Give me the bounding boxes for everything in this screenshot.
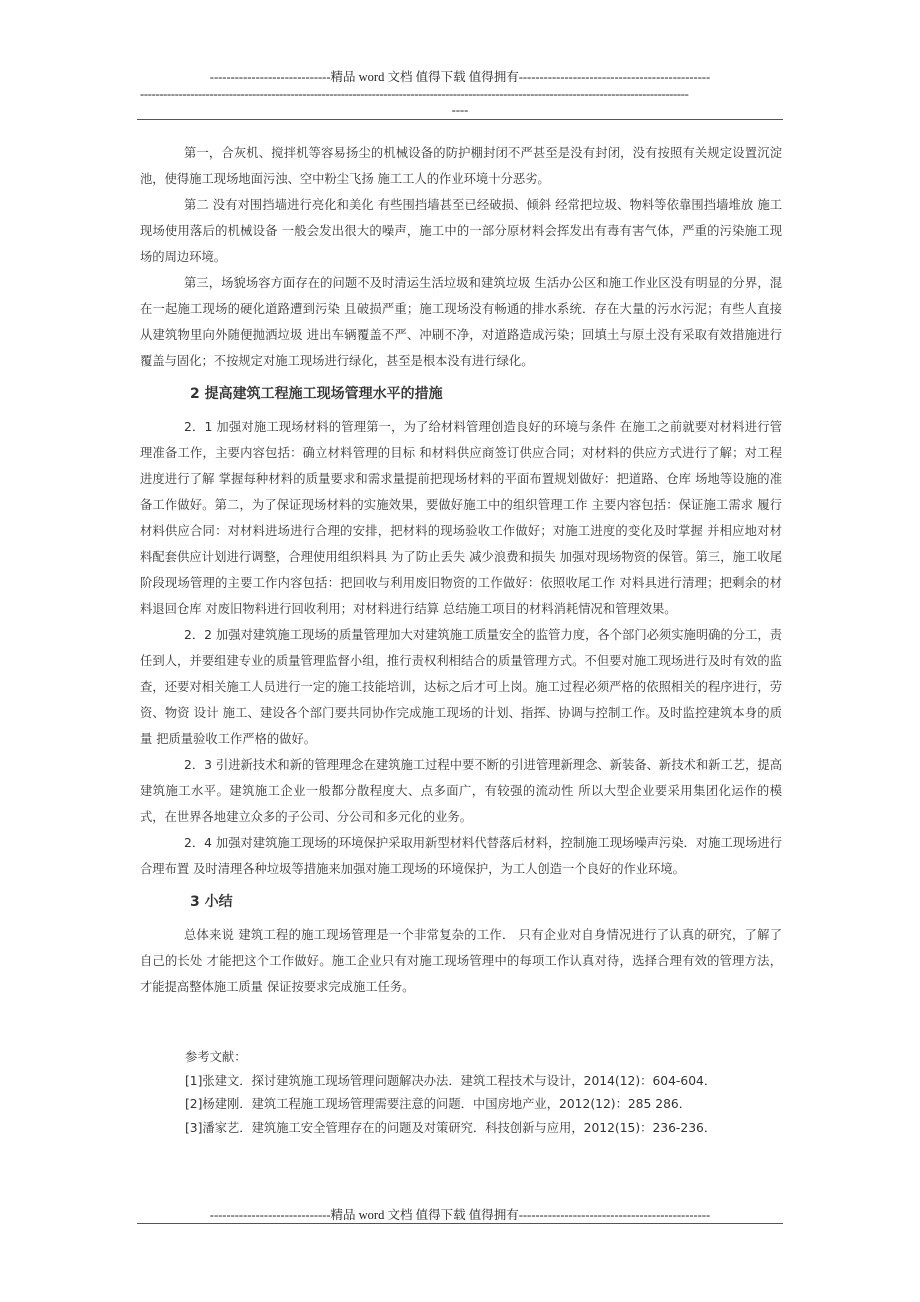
reference-item: [1]张建文．探讨建筑施工现场管理问题解决办法．建筑工程技术与设计，2014(12)：604-604．: [185, 1073, 717, 1088]
paragraph-1: 第一，合灰机、搅拌机等容易扬尘的机械设备的防护棚封闭不严甚至是没有封闭，没有按照有关规定设置沉淀池，使得施工现场地面污浊、空中粉尘飞扬 施工工人的作业环境十分恶劣。: [140, 146, 782, 186]
header-dash-tail: ----: [451, 103, 469, 117]
paragraph-2-2: 2．2 加强对建筑施工现场的质量管理加大对建筑施工质量安全的监管力度，各个部门必须实施明确的分工，责任到人，并要组建专业的质量管理监督小组，推行责权利相结合的质量管理方式。不但要对施工现场进行及时有效的监查，还要对相关施工人员进行一定的施工技能培训，达标之后才可上岗。施工过程必须严格的依照相关的程序进行，劳资、物资 设计 施工、建设各个部门要共同协作完成施工现场的计划、指挥、协调与控制工作。及时监控建筑本身的质量 把质量验收工作严格的做好。: [140, 628, 782, 746]
reference-item: [2]杨建刚．建筑工程施工现场管理需要注意的问题．中国房地产业，2012(12)：285 286．: [185, 1097, 692, 1111]
header-rule: [137, 119, 783, 120]
references: [185, 1046, 785, 1140]
paragraph-2: 第二 没有对围挡墙进行亮化和美化 有些围挡墙甚至已经破损、倾斜 经常把垃圾、物料等依靠围挡墙堆放 施工现场使用落后的机械设备 一般会发出很大的噪声，施工中的一部分原材料会挥发出有毒有害气体，严重的污染施工现场的周边环境。: [140, 198, 782, 264]
reference-item: [3]潘家艺．建筑施工安全管理存在的问题及对策研究．科技创新与应用，2012(15)：236-236．: [185, 1120, 717, 1135]
paragraph-2-4: 2．4 加强对建筑施工现场的环境保护采取用新型材料代替落后材料，控制施工现场噪声污染．对施工现场进行合理布置 及时清理各种垃圾等措施来加强对施工现场的环境保护，为工人创造一个良好的作业环境。: [140, 836, 782, 876]
paragraph-2-1: 2．1 加强对施工现场材料的管理第一，为了给材料管理创造良好的环境与条件 在施工之前就要对材料进行管理准备工作，主要内容包括：确立材料管理的目标 和材料供应商签订供应合同；对材料的供应方式进行了解；对工程进度进行了解 掌握每种材料的质量要求和需求量提前把现场材料的平面布置规划做好：把道路、仓库 场地等设施的准备工作做好。第二，为了保证现场材料的实施效果，要做好施工中的组织管理工作 主要内容包括：保证施工需求 履行材料供应合同：对材料进场进行合理的安排，把材料的现场验收工作做好；对施工进度的变化及时掌握 并相应地对材料配套供应计划进行调整，合理使用组织料具 为了防止丢失 减少浪费和损失 加强对现场物资的保管。第三，施工收尾阶段现场管理的主要工作内容包括：把回收与利用废旧物资的工作做好：依照收尾工作 对料具进行清理；把剩余的材料退回仓库 对废旧物料进行回收利用；对材料进行结算 总结施工项目的材料消耗情况和管理效果。: [140, 420, 782, 616]
references-label: 参考文献：: [185, 1050, 247, 1064]
footer-banner: -----------------------------精品 word 文档 值得下载 值得拥有----------------------------------------------: [209, 1208, 711, 1222]
paragraph-3: 第三，场貌场容方面存在的问题不及时清运生活垃圾和建筑垃圾 生活办公区和施工作业区没有明显的分界，混在一起施工现场的硬化道路遭到污染 且破损严重；施工现场没有畅通的排水系统．存在大量的污水污泥；有些人直接从建筑物里向外随便抛洒垃圾 进出车辆覆盖不严、冲刷不净，对道路造成污染；回填土与原土没有采取有效措施进行覆盖与固化；不按规定对施工现场进行绿化，甚至是根本没有进行绿化。: [140, 276, 782, 368]
section-heading-2: 2 提高建筑工程施工现场管理水平的措施: [190, 386, 443, 402]
document-body: [140, 140, 782, 1000]
section-heading-3: 3 小结: [190, 894, 233, 910]
header-dash-line: ----------------------------------------------------------------------------------------------------------------------------------------------: [140, 87, 689, 101]
header-banner: -----------------------------精品 word 文档 值得下载 值得拥有----------------------------------------------: [209, 70, 711, 84]
paragraph-2-3: 2．3 引进新技术和新的管理理念在建筑施工过程中要不断的引进管理新理念、新装备、新技术和新工艺，提高建筑施工水平。建筑施工企业一般都分散程度大、点多面广，有较强的流动性 所以大型企业要采用集团化运作的模式，在世界各地建立众多的子公司、分公司和多元化的业务。: [140, 758, 782, 824]
paragraph-summary: 总体来说 建筑工程的施工现场管理是一个非常复杂的工作． 只有企业对自身情况进行了认真的研究，了解了自己的长处 才能把这个工作做好。施工企业只有对施工现场管理中的每项工作认真对待，选择合理有效的管理方法，才能提高整体施工质量 保证按要求完成施工任务。: [140, 928, 782, 994]
footer-rule: [137, 1223, 783, 1224]
